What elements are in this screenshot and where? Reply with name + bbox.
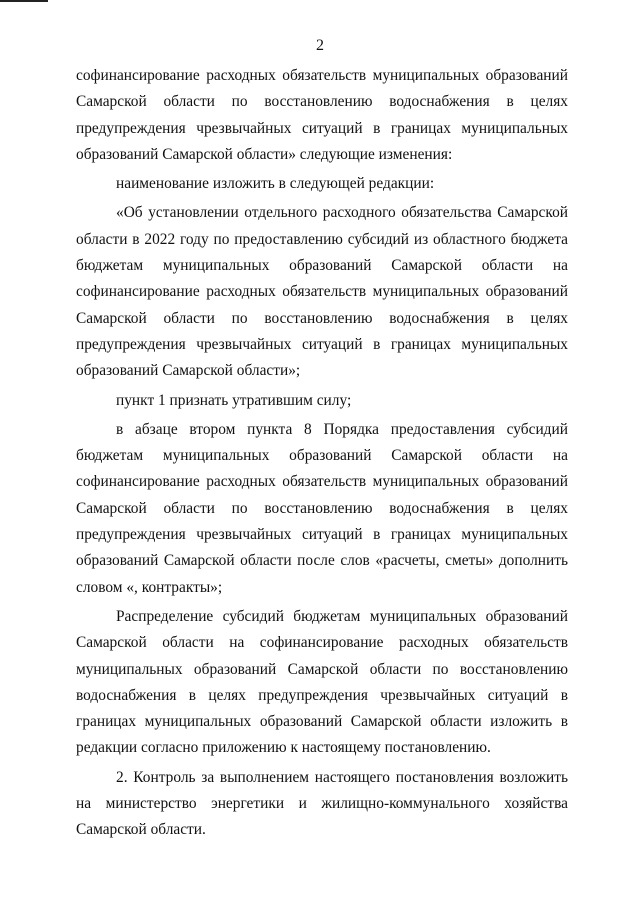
paragraph-clause-1: пункт 1 признать утратившим силу; xyxy=(116,391,352,409)
document-body xyxy=(76,63,568,844)
paragraph-clause-8: в абзаце втором пункта 8 Порядка предоставления субсидий бюджетам муниципальных образований Самарской области на софинансирование расходных обязательств муниципальных образований Самарской области по восстановлению водоснабжения в целях предупреждения чрезвычайных ситуаций в границах муниципальных образований Самарской области после слов «расчеты, сметы» дополнить словом «, контракты»; xyxy=(76,420,568,596)
paragraph-continuation: софинансирование расходных обязательств муниципальных образований Самарской области по восстановлению водоснабжения в целях предупреждения чрезвычайных ситуаций в границах муниципальных образований Самарской области» следующие изменения: xyxy=(76,67,568,163)
paragraph-new-title: «Об установлении отдельного расходного обязательства Самарской области в 2022 году по предоставлению субсидий из областного бюджета бюджетам муниципальных образований Самарской области на софинансирование расходных обязательств муниципальных образований Самарской области по восстановлению водоснабжения в целях предупреждения чрезвычайных ситуаций в границах муниципальных образований Самарской области»; xyxy=(76,204,568,380)
page-number: 2 xyxy=(316,37,324,54)
paragraph-distribution: Распределение субсидий бюджетам муниципальных образований Самарской области на софинансирование расходных обязательств муниципальных образований Самарской области по восстановлению водоснабжения в целях предупреждения чрезвычайных ситуаций в границах муниципальных образований Самарской области изложить в редакции согласно приложению к настоящему постановлению. xyxy=(76,607,568,757)
top-edge-line xyxy=(0,0,48,2)
paragraph-control: 2. Контроль за выполнением настоящего постановления возложить на министерство энергетики и жилищно-коммунального хозяйства Самарской области. xyxy=(76,768,568,839)
paragraph-title-change: наименование изложить в следующей редакции: xyxy=(116,175,435,193)
